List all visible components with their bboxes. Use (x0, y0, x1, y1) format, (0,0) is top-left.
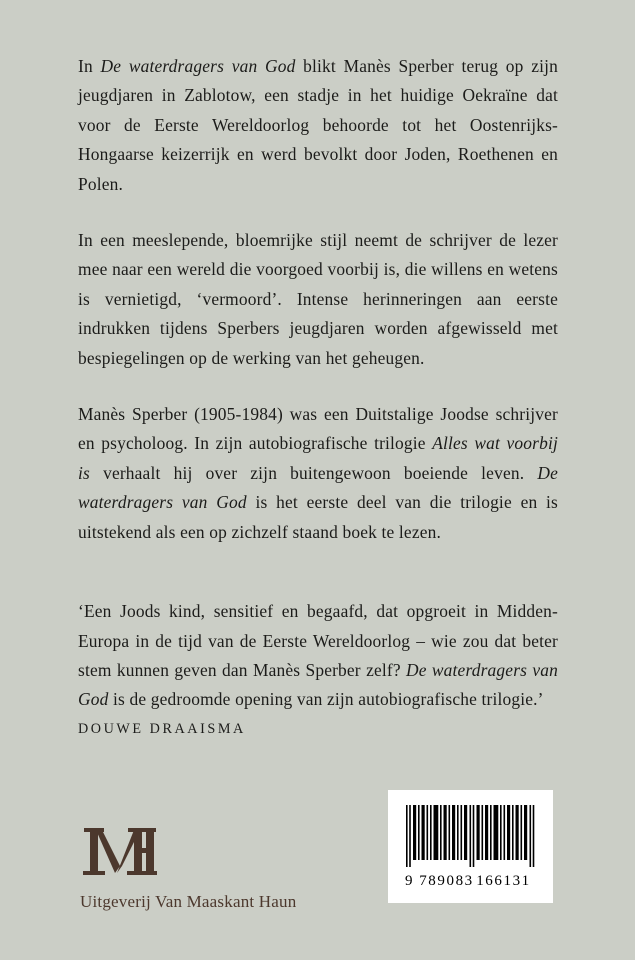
publisher-block (80, 826, 340, 913)
review-quote-text (78, 597, 558, 715)
blurb-paragraph-2: In een meeslepende, bloemrijke stijl neemt de schrijver de lezer mee naar een wereld die voorgoed voorbij is, die willens en wetens is vernietigd, ‘vermoord’. Intense herinneringen aan eerste indrukken tijdens Sperbers jeugdjaren worden afgewisseld met bespiegelingen op de werking van het geheugen. (78, 230, 558, 368)
publisher-name: Uitgeverij Van Maaskant Haun (80, 892, 297, 911)
barcode-number (404, 873, 537, 889)
blurb-p1-run-3: blikt Manès Sperber terug op zijn jeugdjaren in Zablotow, een stadje in het huidige Oekraïne dat voor de Eerste Wereldoorlog behoorde tot het Oostenrijks-Hongaarse keizerrijk en werd bevolkt door Joden, Roethenen en Polen. (78, 56, 558, 194)
barcode-right-group: 166131 (476, 873, 531, 889)
trilogy-title-italic: Alles wat voorbij is (78, 433, 558, 483)
blurb-text-column (78, 52, 558, 740)
blurb-p3-run-3: verhaalt hij over zijn buitengewoon boeiende leven. (89, 462, 538, 483)
barcode-icon (388, 790, 553, 903)
review-quote-attribution: DOUWE DRAAISMA (78, 720, 246, 737)
quote-run-1: ‘Een Joods kind, sensitief en begaafd, dat opgroeit in Midden-Europa in de tijd van de Eerste Wereldoorlog – wie zou dat beter stem kunnen geven dan Manès Sperber zelf? (78, 601, 558, 680)
review-quote-block (78, 597, 558, 740)
book-title-italic-2: De waterdragers van God (78, 462, 558, 513)
blurb-p3-run-5: is het eerste deel van die trilogie en is uitstekend als een op zichzelf staand boek te lezen. (78, 492, 559, 542)
book-title-italic: De waterdragers van God (100, 56, 296, 76)
blurb-paragraph-1 (78, 52, 558, 199)
barcode-left-group: 789083 (419, 873, 474, 889)
blurb-paragraph-3 (78, 400, 558, 547)
mh-monogram-icon (82, 826, 340, 883)
barcode-lead-digit: 9 (405, 873, 413, 889)
blurb-p1-run-1: In (78, 56, 101, 76)
blurb-p3-run-1: Manès Sperber (1905-1984) was een Duitstalige Joodse schrijver en psycholoog. In zijn autobiografische trilogie (78, 404, 558, 454)
quote-run-3: is de gedroomde opening van zijn autobiografische trilogie.’ (108, 689, 544, 710)
barcode-bars (404, 805, 537, 872)
book-title-italic-3: De waterdragers van God (78, 659, 558, 710)
